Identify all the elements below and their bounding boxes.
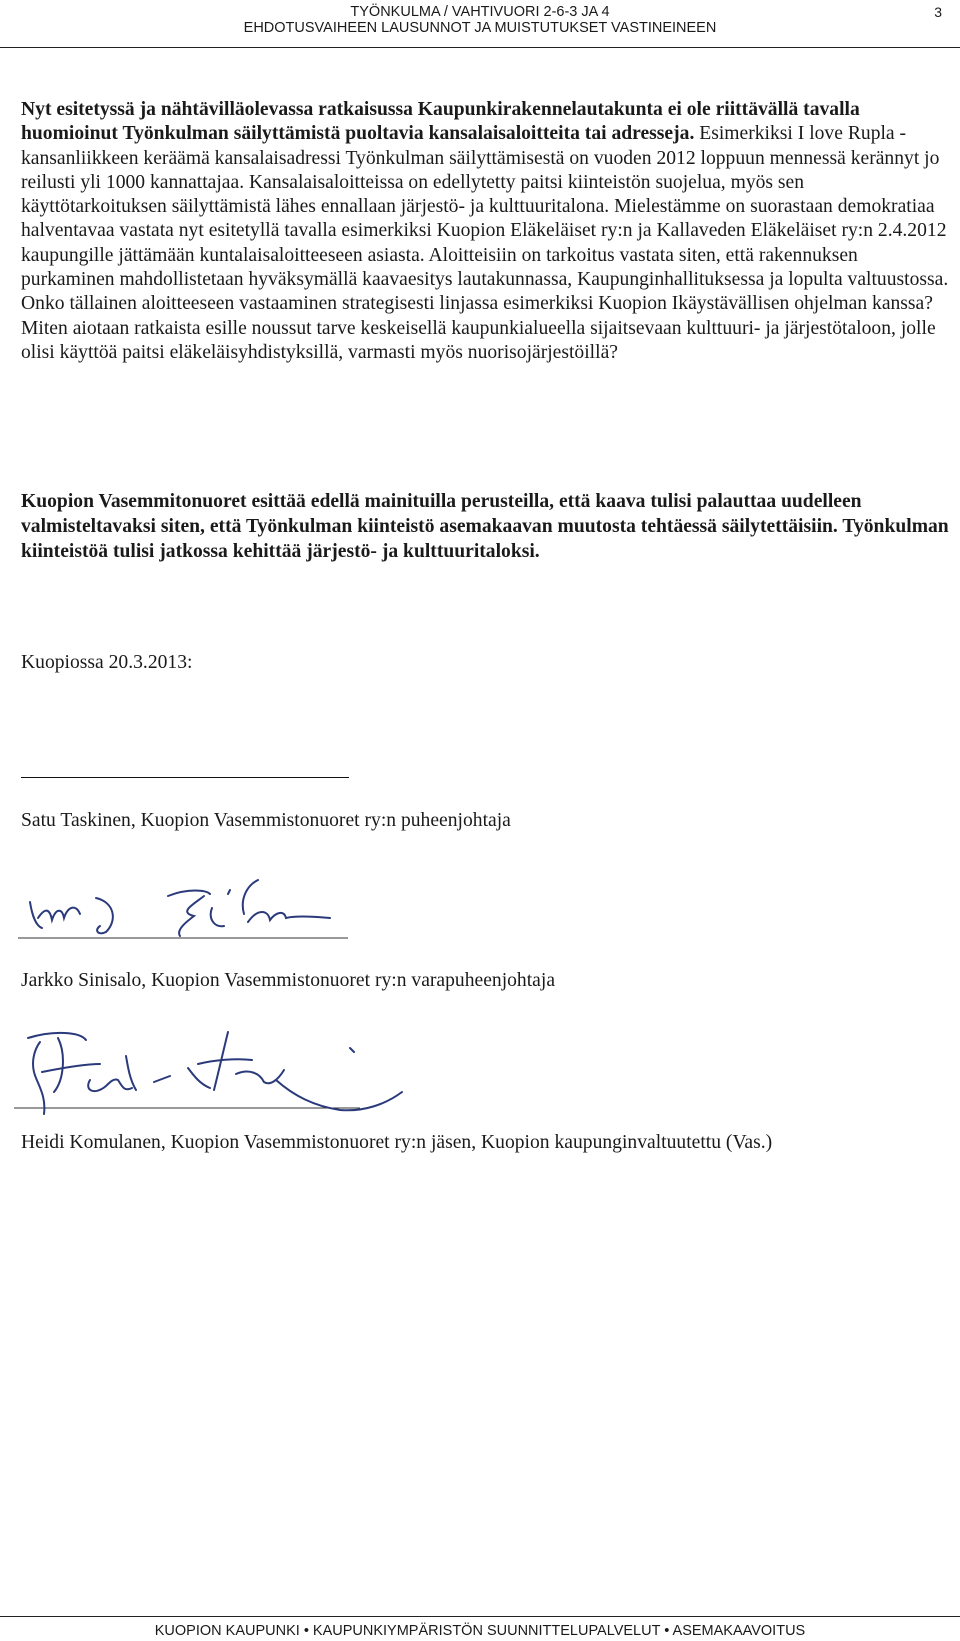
- signature-line: [21, 777, 349, 778]
- page-footer: KUOPION KAUPUNKI • KAUPUNKIYMPÄRISTÖN SUUNNITTELUPALVELUT • ASEMAKAAVOITUS: [0, 1616, 960, 1639]
- paragraph-1-text: Esimerkiksi I love Rupla -kansanliikkeen keräämä kansalaisadressi Työnkulman säilyttämisestä on vuoden 2012 loppuun mennessä kerännyt jo reilusti yli 1000 kannattajaa. Kansalaisaloitteissa on edellytetty paitsi kiinteistön suojelua, myös sen käyttötarkoituksen säilyttämistä lähes ennallaan järjestö- ja kulttuuritalona. Mielestämme on suorastaan demokratiaa halventavaa vastata nyt esitetyllä tavalla esimerkiksi Kuopion Eläkeläiset ry:n ja Kallaveden Eläkeläiset ry:n 2.4.2012 kaupungille jättämään kuntalaisaloitteeseen asiasta. Aloitteisiin on tarkoitus vastata siten, että rakennuksen purkaminen mahdollistetaan hyväksymällä kaavaesitys lautakunnassa, Kaupunginhallituksessa ja lopulta valtuustossa. Onko tällainen aloitteeseen vastaaminen strategisesti linjassa esimerkiksi Kuopion Ikäystävällisen ohjelman kanssa? Miten aiotaan ratkaista esille noussut tarve keskeisellä kaupunkialueella sijaitsevaan kulttuuri- ja järjestötaloon, jolle olisi käyttöä paitsi eläkeläisyhdistyksillä, varmasti myös nuorisojärjestöillä?: [21, 123, 949, 363]
- signatory-3: Heidi Komulanen, Kuopion Vasemmistonuoret ry:n jäsen, Kuopion kaupunginvaltuutettu (Vas.): [21, 1132, 773, 1153]
- signatory-2: Jarkko Sinisalo, Kuopion Vasemmistonuoret ry:n varapuheenjohtaja: [21, 970, 556, 991]
- body-paragraph-1: [21, 98, 951, 365]
- signature-heidi-komulanen: [14, 1020, 414, 1120]
- place-and-date: Kuopiossa 20.3.2013:: [21, 652, 193, 673]
- page-number: 3: [934, 4, 942, 20]
- signatory-1: Satu Taskinen, Kuopion Vasemmistonuoret ry:n puheenjohtaja: [21, 810, 511, 831]
- body-paragraph-2: Kuopion Vasemmitonuoret esittää edellä mainituilla perusteilla, että kaava tulisi palauttaa uudelleen valmisteltavaksi siten, että Työnkulman kiinteistö asemakaavan muutosta tehtäessä säilytettäisiin. Työnkulman kiinteistöä tulisi jatkossa kehittää järjestö- ja kulttuuritaloksi.: [21, 491, 949, 562]
- page-header: [0, 0, 960, 48]
- header-subtitle: EHDOTUSVAIHEEN LAUSUNNOT JA MUISTUTUKSET VASTINEINEEN: [243, 20, 717, 36]
- paragraph-1-lead: Nyt esitetyssä ja nähtävilläolevassa ratkaisussa Kaupunkirakennelautakunta ei ole riittävällä tavalla huomioinut Työnkulman säilyttämistä puoltavia kansalaisaloitteita tai adresseja.: [21, 99, 860, 145]
- header-title: TYÖNKULMA / VAHTIVUORI 2-6-3 JA 4: [350, 4, 610, 20]
- signature-jarkko-sinisalo: [18, 860, 378, 940]
